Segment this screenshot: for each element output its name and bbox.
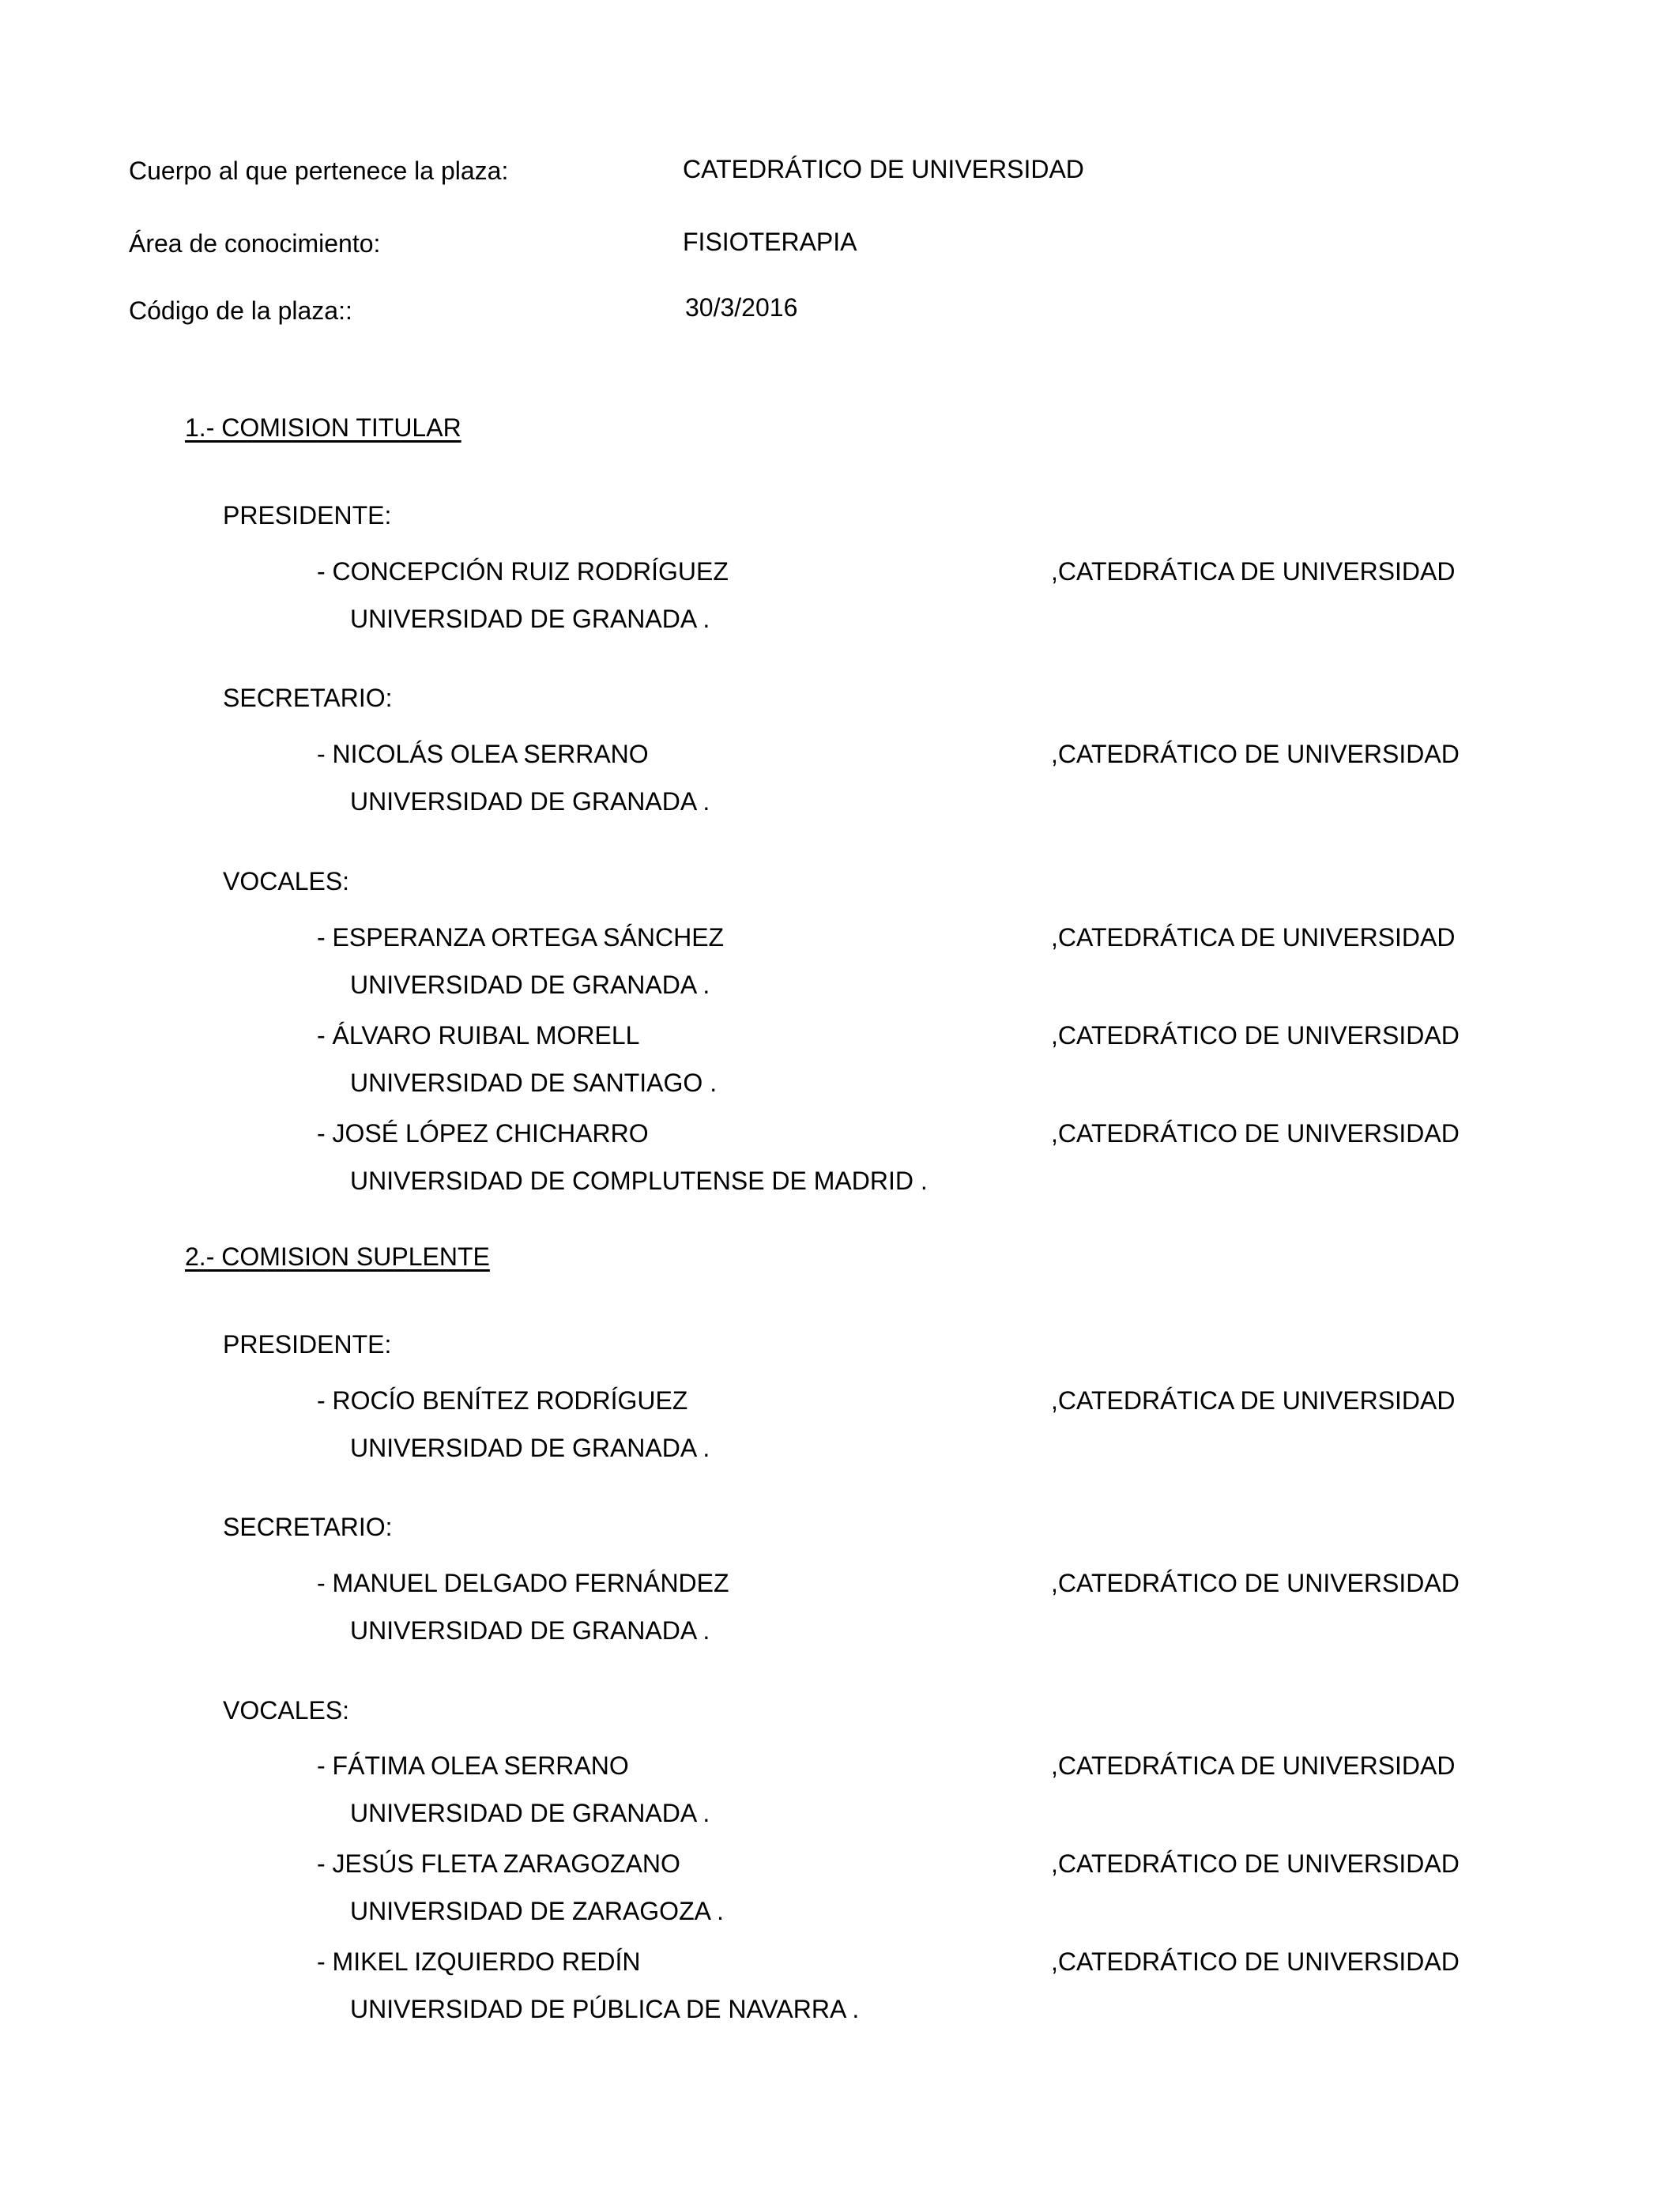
member-name: - FÁTIMA OLEA SERRANO: [317, 1751, 629, 1780]
role-label-presidente: PRESIDENTE:: [223, 501, 392, 530]
member-university: UNIVERSIDAD DE SANTIAGO .: [350, 1069, 718, 1097]
role-label-secretario: SECRETARIO:: [223, 684, 393, 712]
member-position: ,CATEDRÁTICO DE UNIVERSIDAD: [1051, 1849, 1460, 1878]
member-position: ,CATEDRÁTICO DE UNIVERSIDAD: [1051, 740, 1460, 768]
member-name: - MIKEL IZQUIERDO REDÍN: [317, 1947, 641, 1976]
member-position: ,CATEDRÁTICO DE UNIVERSIDAD: [1051, 1119, 1460, 1148]
member-position: ,CATEDRÁTICA DE UNIVERSIDAD: [1051, 1751, 1456, 1780]
member-university: UNIVERSIDAD DE GRANADA .: [350, 1616, 710, 1645]
section-heading: 1.- COMISION TITULAR: [185, 413, 461, 442]
field-value-area: FISIOTERAPIA: [683, 228, 857, 256]
section-heading: 2.- COMISION SUPLENTE: [185, 1242, 490, 1271]
field-label-cuerpo: Cuerpo al que pertenece la plaza:: [129, 156, 509, 185]
role-label-presidente: PRESIDENTE:: [223, 1330, 392, 1359]
role-label-vocales: VOCALES:: [223, 1696, 350, 1725]
field-value-cuerpo: CATEDRÁTICO DE UNIVERSIDAD: [683, 155, 1084, 183]
member-name: - ESPERANZA ORTEGA SÁNCHEZ: [317, 923, 725, 952]
member-name: - MANUEL DELGADO FERNÁNDEZ: [317, 1569, 729, 1597]
field-label-area: Área de conocimiento:: [129, 229, 381, 258]
role-label-secretario: SECRETARIO:: [223, 1513, 393, 1541]
member-position: ,CATEDRÁTICO DE UNIVERSIDAD: [1051, 1021, 1460, 1050]
member-university: UNIVERSIDAD DE GRANADA .: [350, 605, 710, 633]
member-position: ,CATEDRÁTICA DE UNIVERSIDAD: [1051, 923, 1456, 952]
member-university: UNIVERSIDAD DE GRANADA .: [350, 1799, 710, 1827]
member-university: UNIVERSIDAD DE GRANADA .: [350, 971, 710, 999]
member-name: - JESÚS FLETA ZARAGOZANO: [317, 1849, 680, 1878]
member-university: UNIVERSIDAD DE GRANADA .: [350, 787, 710, 816]
member-university: UNIVERSIDAD DE GRANADA .: [350, 1434, 710, 1462]
role-label-vocales: VOCALES:: [223, 867, 350, 895]
member-position: ,CATEDRÁTICA DE UNIVERSIDAD: [1051, 1386, 1456, 1415]
member-position: ,CATEDRÁTICA DE UNIVERSIDAD: [1051, 557, 1456, 586]
member-university: UNIVERSIDAD DE COMPLUTENSE DE MADRID .: [350, 1167, 928, 1195]
field-label-codigo: Código de la plaza::: [129, 296, 352, 325]
member-name: - NICOLÁS OLEA SERRANO: [317, 740, 649, 768]
member-university: UNIVERSIDAD DE ZARAGOZA .: [350, 1897, 724, 1925]
member-name: - ÁLVARO RUIBAL MORELL: [317, 1021, 640, 1050]
field-value-codigo: 30/3/2016: [685, 293, 798, 322]
member-university: UNIVERSIDAD DE PÚBLICA DE NAVARRA .: [350, 1995, 860, 2023]
member-name: - ROCÍO BENÍTEZ RODRÍGUEZ: [317, 1386, 688, 1415]
member-name: - JOSÉ LÓPEZ CHICHARRO: [317, 1119, 649, 1148]
member-position: ,CATEDRÁTICO DE UNIVERSIDAD: [1051, 1947, 1460, 1976]
member-name: - CONCEPCIÓN RUIZ RODRÍGUEZ: [317, 557, 729, 586]
member-position: ,CATEDRÁTICO DE UNIVERSIDAD: [1051, 1569, 1460, 1597]
